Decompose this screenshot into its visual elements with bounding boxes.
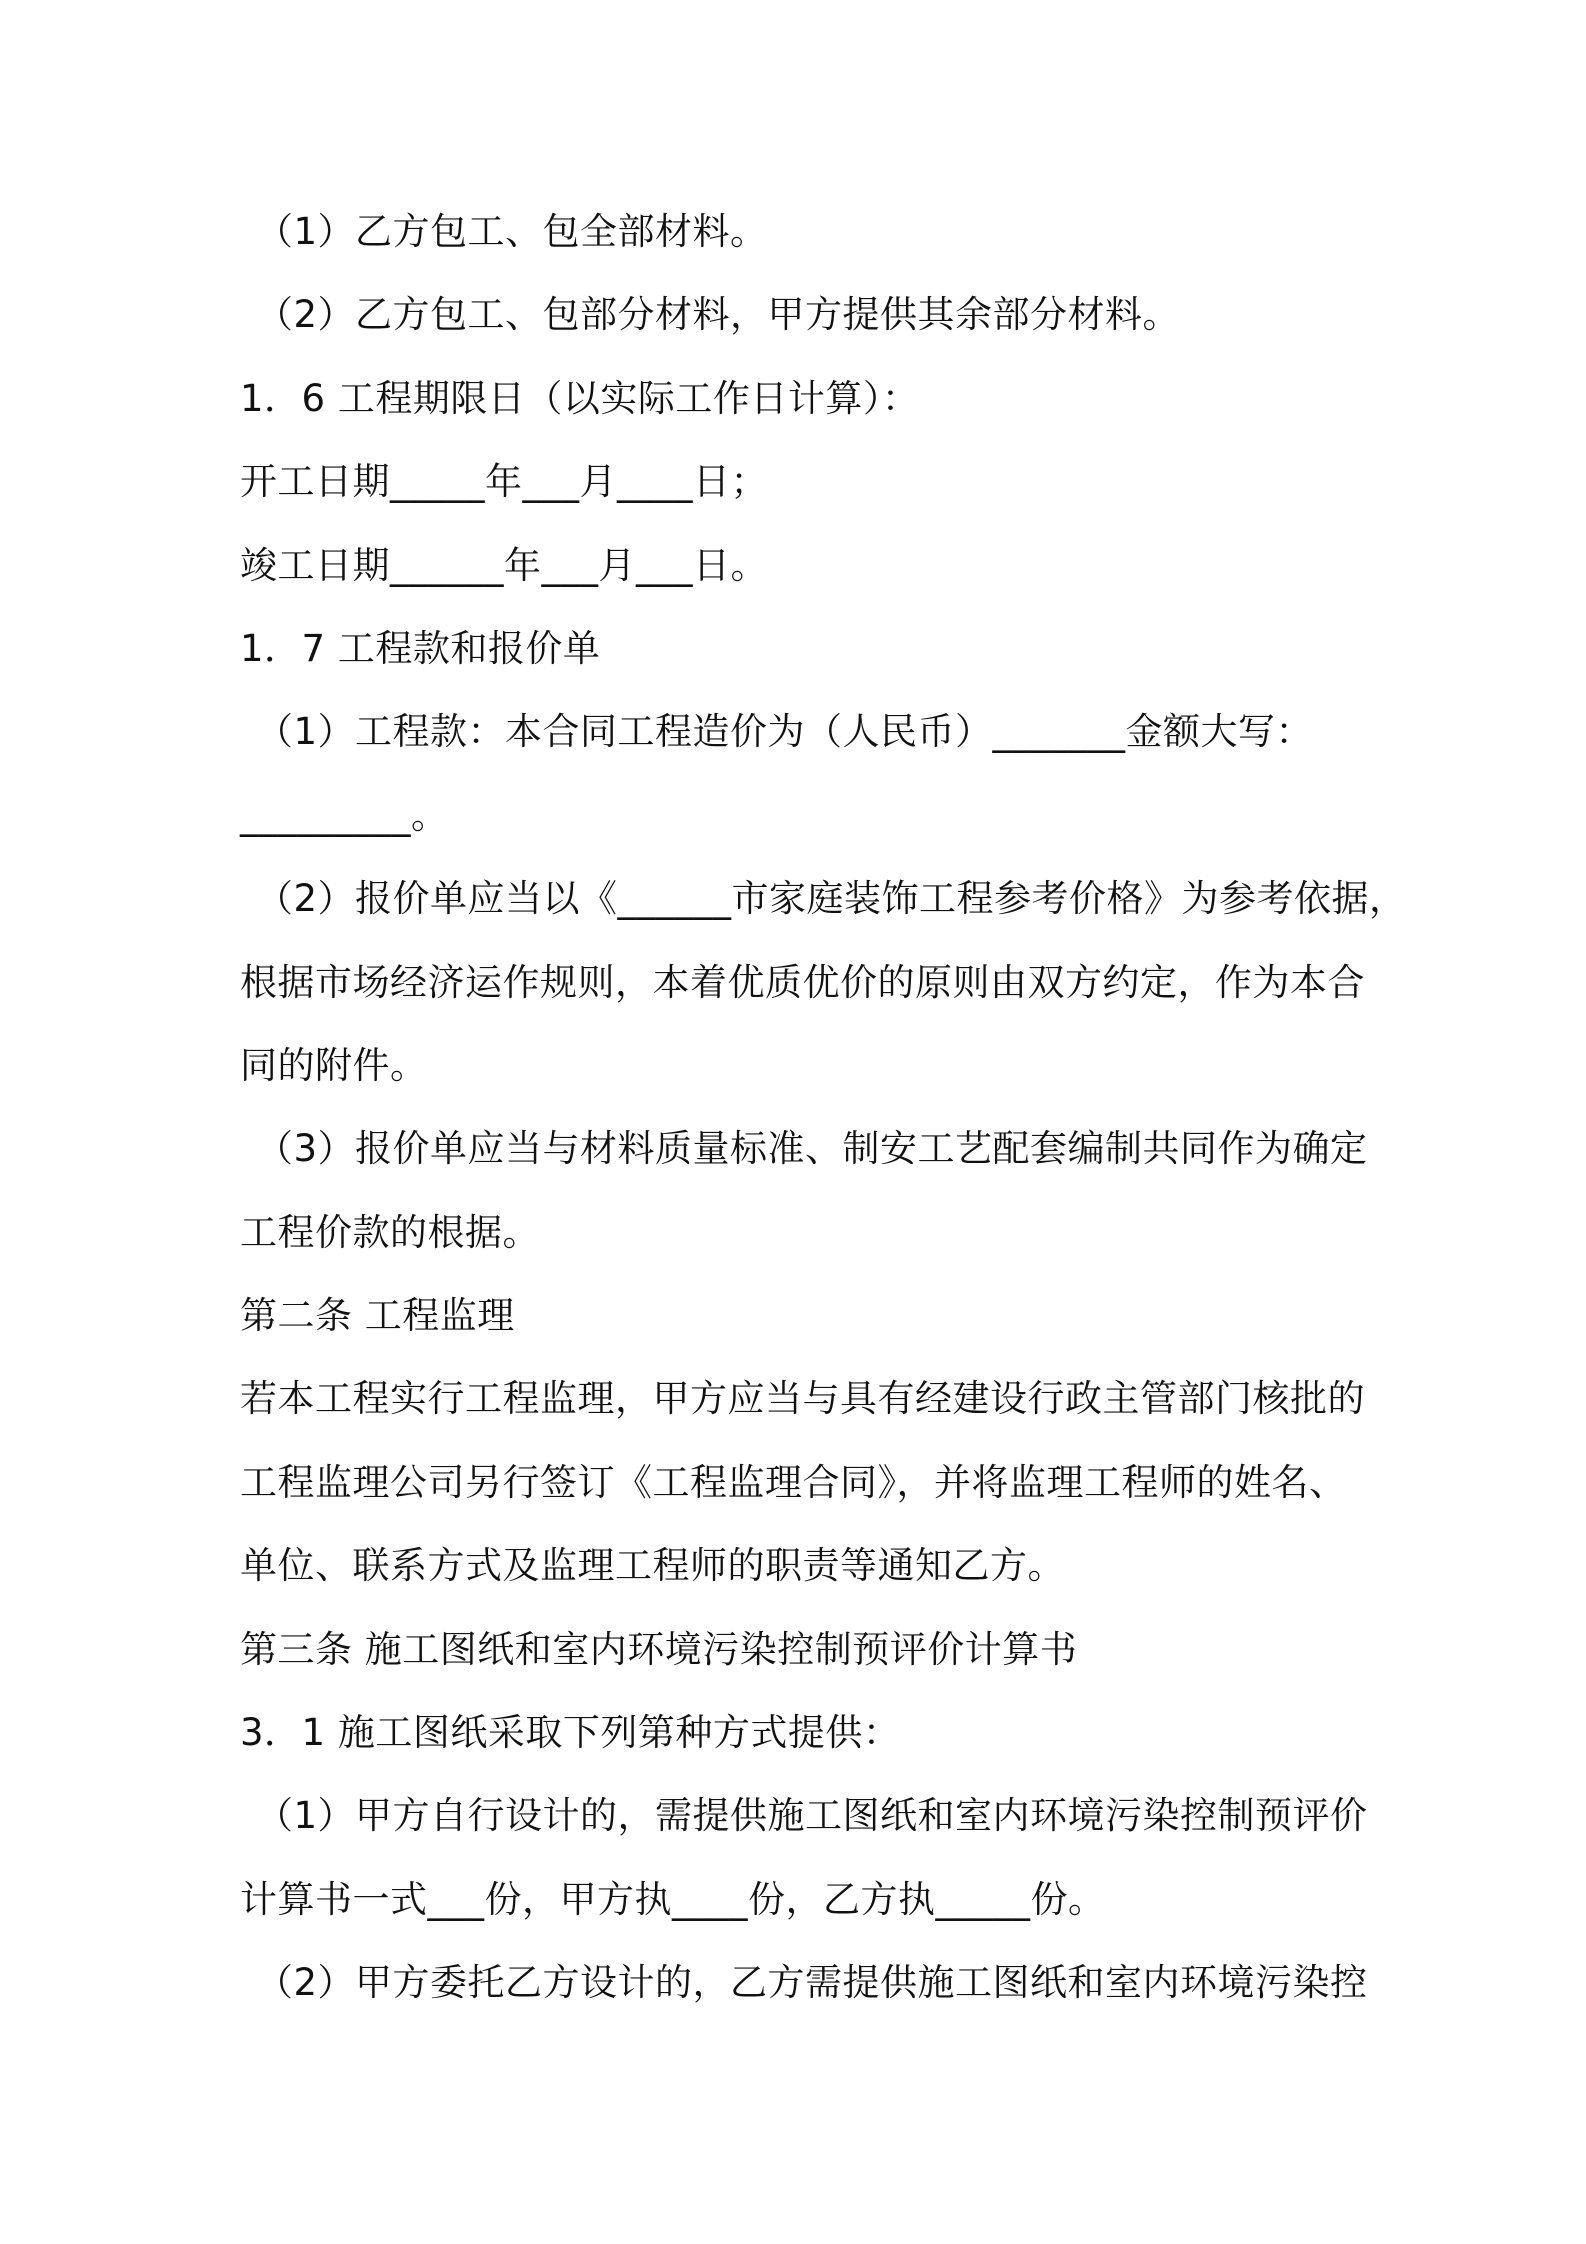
paragraph-line: （2）甲方委托乙方设计的，乙方需提供施工图纸和室内环境污染控 bbox=[256, 1961, 1368, 2005]
paragraph-line: 开工日期_____年___月____日； bbox=[240, 460, 768, 504]
section-heading: 1．7 工程款和报价单 bbox=[240, 626, 601, 670]
paragraph-line: （2）报价单应当以《______市家庭装饰工程参考价格》为参考依据， bbox=[256, 877, 1407, 921]
paragraph-line: 工程监理公司另行签订《工程监理合同》，并将监理工程师的姓名、 bbox=[240, 1460, 1347, 1504]
section-heading: 3．1 施工图纸采取下列第种方式提供： bbox=[240, 1711, 901, 1755]
paragraph-line: 同的附件。 bbox=[240, 1043, 428, 1087]
paragraph-line: 竣工日期______年___月___日。 bbox=[240, 543, 768, 587]
paragraph-line: 计算书一式___份，甲方执____份，乙方执_____份。 bbox=[240, 1877, 1106, 1921]
section-heading: 1．6 工程期限日（以实际工作日计算）： bbox=[240, 376, 920, 420]
paragraph-line: （1）甲方自行设计的，需提供施工图纸和室内环境污染控制预评价 bbox=[256, 1794, 1368, 1838]
paragraph-line: _________。 bbox=[240, 793, 449, 837]
article-heading: 第二条 工程监理 bbox=[240, 1294, 515, 1338]
paragraph-line: 单位、联系方式及监理工程师的职责等通知乙方。 bbox=[240, 1544, 1065, 1588]
paragraph-line: 若本工程实行工程监理，甲方应当与具有经建设行政主管部门核批的 bbox=[240, 1377, 1365, 1421]
paragraph-line: 工程价款的根据。 bbox=[240, 1210, 540, 1254]
paragraph-line: （1）工程款：本合同工程造价为（人民币）_______金额大写： bbox=[256, 710, 1314, 754]
document-body bbox=[240, 190, 1407, 2025]
paragraph-line: （1）乙方包工、包全部材料。 bbox=[256, 210, 768, 253]
article-heading: 第三条 施工图纸和室内环境污染控制预评价计算书 bbox=[240, 1627, 1078, 1671]
paragraph-line: 根据市场经济运作规则，本着优质优价的原则由双方约定，作为本合 bbox=[240, 960, 1365, 1004]
paragraph-line: （2）乙方包工、包部分材料，甲方提供其余部分材料。 bbox=[256, 293, 1181, 337]
paragraph-line: （3）报价单应当与材料质量标准、制安工艺配套编制共同作为确定 bbox=[256, 1127, 1368, 1171]
